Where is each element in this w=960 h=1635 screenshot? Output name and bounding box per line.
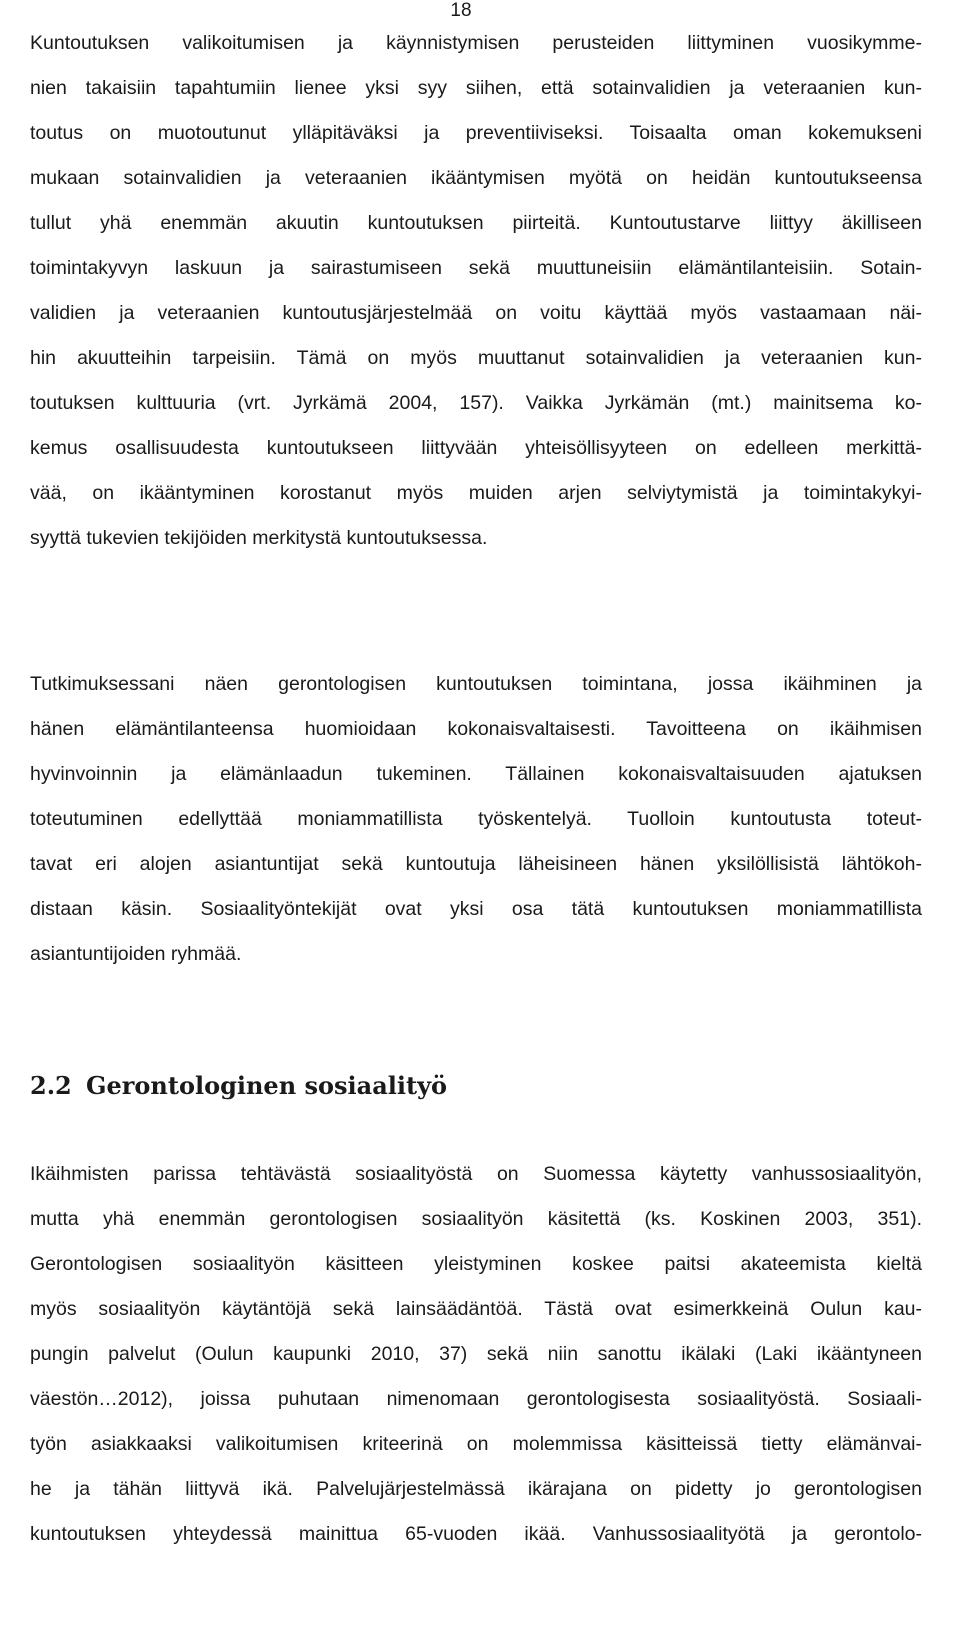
text-line: hin akuutteihin tarpeisiin. Tämä on myös muuttanut sotainvalidien ja veteraanien kun- <box>30 347 922 369</box>
text-line: distaan käsin. Sosiaalityöntekijät ovat yksi osa tätä kuntoutuksen moniammatillista <box>30 898 922 920</box>
text-line: tullut yhä enemmän akuutin kuntoutuksen piirteitä. Kuntoutustarve liittyy äkilliseen <box>30 212 922 234</box>
text-line: mutta yhä enemmän gerontologisen sosiaalityön käsitettä (ks. Koskinen 2003, 351). <box>30 1208 922 1230</box>
text-line: Gerontologisen sosiaalityön käsitteen yleistyminen koskee paitsi akateemista kieltä <box>30 1253 922 1275</box>
text-line: mukaan sotainvalidien ja veteraanien ikääntymisen myötä on heidän kuntoutukseensa <box>30 167 922 189</box>
text-line: asiantuntijoiden ryhmää. <box>30 943 242 965</box>
text-line: Tutkimuksessani näen gerontologisen kuntoutuksen toimintana, jossa ikäihminen ja <box>30 673 922 695</box>
paragraph-gerontological-rehabilitation <box>30 662 922 977</box>
text-line: kuntoutuksen yhteydessä mainittua 65-vuoden ikää. Vanhussosiaalityötä ja gerontolo- <box>30 1523 922 1545</box>
text-line: syyttä tukevien tekijöiden merkitystä kuntoutuksessa. <box>30 527 488 549</box>
text-line: nien takaisiin tapahtumiin lienee yksi syy siihen, että sotainvalidien ja veteraanien kun- <box>30 77 922 99</box>
text-line: vää, on ikääntyminen korostanut myös muiden arjen selviytymistä ja toimintakykyi- <box>30 482 922 504</box>
text-line: hänen elämäntilanteensa huomioidaan kokonaisvaltaisesti. Tavoitteena on ikäihmisen <box>30 718 922 740</box>
text-line: toutus on muotoutunut ylläpitäväksi ja preventiiviseksi. Toisaalta oman kokemukseni <box>30 122 922 144</box>
text-line: väestön…2012), joissa puhutaan nimenomaan gerontologisesta sosiaalityöstä. Sosiaali- <box>30 1388 922 1410</box>
text-line: tavat eri alojen asiantuntijat sekä kuntoutuja läheisineen hänen yksilöllisistä lähtökoh- <box>30 853 922 875</box>
text-line: Kuntoutuksen valikoitumisen ja käynnistymisen perusteiden liittyminen vuosikymme- <box>30 32 922 54</box>
text-line: Ikäihmisten parissa tehtävästä sosiaalityöstä on Suomessa käytetty vanhussosiaalityön, <box>30 1163 922 1185</box>
text-line: myös sosiaalityön käytäntöjä sekä lainsäädäntöä. Tästä ovat esimerkkeinä Oulun kau- <box>30 1298 922 1320</box>
text-line: validien ja veteraanien kuntoutusjärjestelmää on voitu käyttää myös vastaamaan näi- <box>30 302 922 324</box>
paragraph-rehabilitation-history <box>30 21 922 561</box>
text-line: kemus osallisuudesta kuntoutukseen liittyvään yhteisöllisyyteen on edelleen merkittä- <box>30 437 922 459</box>
text-line: toteutuminen edellyttää moniammatillista työskentelyä. Tuolloin kuntoutusta toteut- <box>30 808 922 830</box>
page-number: 18 <box>450 0 472 21</box>
text-line: he ja tähän liittyvä ikä. Palvelujärjestelmässä ikärajana on pidetty jo gerontologisen <box>30 1478 922 1500</box>
text-line: toimintakyvyn laskuun ja sairastumiseen sekä muuttuneisiin elämäntilanteisiin. Sotain- <box>30 257 922 279</box>
text-line: työn asiakkaaksi valikoitumisen kriteerinä on molemmissa käsitteissä tietty elämänvai- <box>30 1433 922 1455</box>
section-number: 2.2 <box>30 1071 72 1100</box>
section-heading <box>30 1066 730 1106</box>
paragraph-gerontological-social-work <box>30 1152 922 1557</box>
text-line: toutuksen kulttuuria (vrt. Jyrkämä 2004, 157). Vaikka Jyrkämän (mt.) mainitsema ko- <box>30 392 922 414</box>
section-title: Gerontologinen sosiaalityö <box>86 1071 448 1100</box>
text-line: hyvinvoinnin ja elämänlaadun tukeminen. Tällainen kokonaisvaltaisuuden ajatuksen <box>30 763 922 785</box>
text-line: pungin palvelut (Oulun kaupunki 2010, 37) sekä niin sanottu ikälaki (Laki ikääntyneen <box>30 1343 922 1365</box>
